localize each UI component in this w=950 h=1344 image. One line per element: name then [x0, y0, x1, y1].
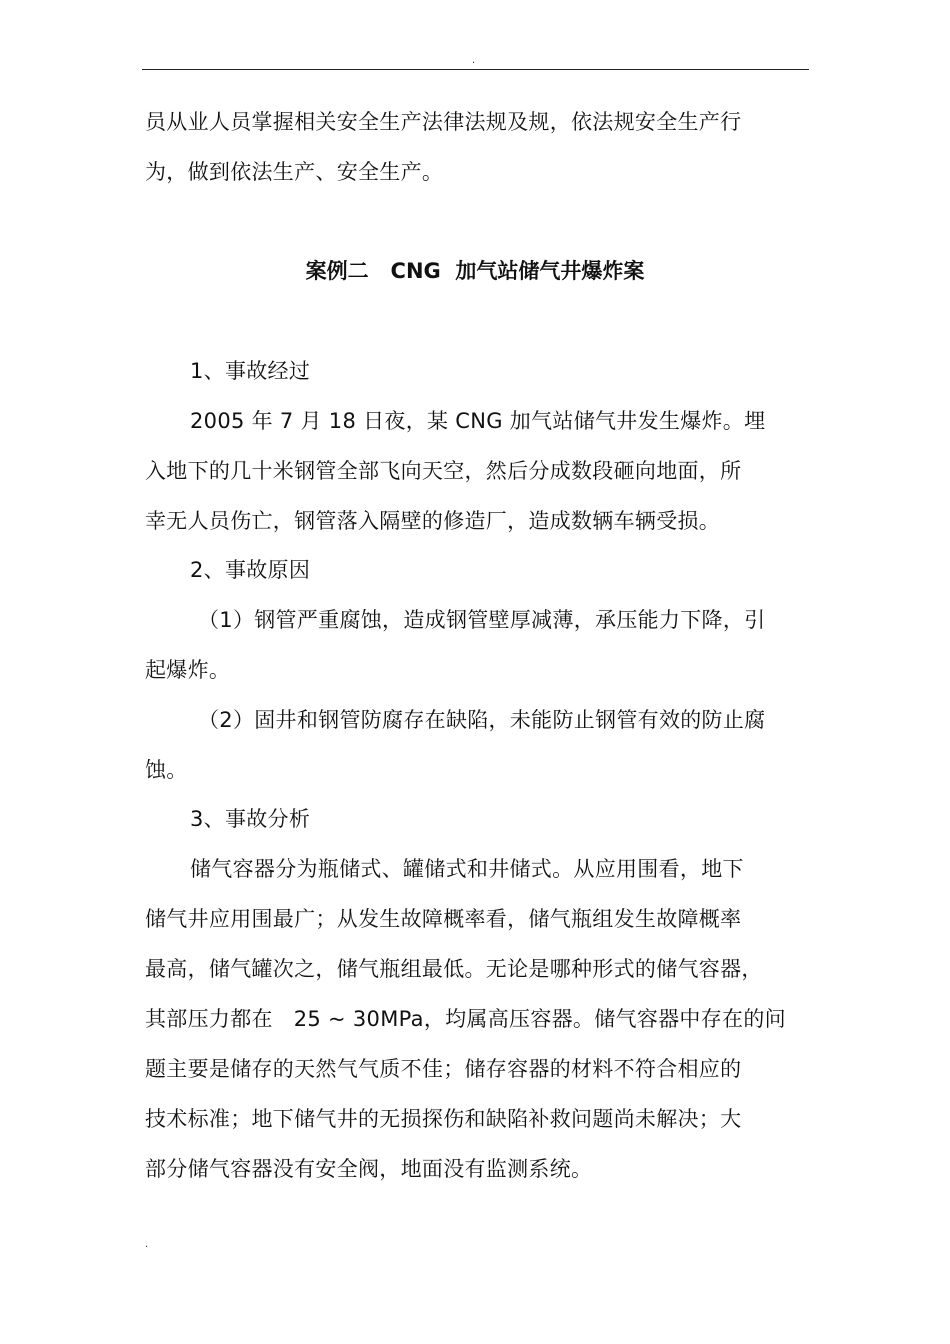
section-3-line-6: 技术标准；地下储气井的无损探伤和缺陷补救问题尚未解决；大 [145, 1107, 742, 1131]
section-3-title: 3、事故分析 [190, 807, 311, 831]
intro-line-2: 为，做到依法生产、安全生产。 [145, 160, 444, 184]
page-footer-dot: . [145, 1239, 149, 1250]
section-1-line-3: 幸无人员伤亡，钢管落入隔壁的修造厂，造成数辆车辆受损。 [145, 509, 721, 533]
page-header-dot: . [472, 55, 476, 66]
section-3-line-7: 部分储气容器没有安全阀，地面没有监测系统。 [145, 1157, 593, 1181]
section-2-item-2-line-1: （2）固井和钢管防腐存在缺陷，未能防止钢管有效的防止腐 [198, 708, 766, 732]
section-1-line-1: 2005 年 7 月 18 日夜，某 CNG 加气站储气井发生爆炸。埋 [190, 409, 766, 433]
section-2-item-1-line-2: 起爆炸。 [145, 658, 231, 682]
section-3-line-4: 其部压力都在 25 ~ 30MPa，均属高压容器。储气容器中存在的问 [145, 1007, 786, 1031]
section-1-line-2: 入地下的几十米钢管全部飞向天空，然后分成数段砸向地面，所 [145, 459, 742, 483]
section-3-line-2: 储气井应用围最广；从发生故障概率看，储气瓶组发生故障概率 [145, 907, 742, 931]
header-rule [142, 69, 809, 70]
section-3-line-5: 题主要是储存的天然气气质不佳；储存容器的材料不符合相应的 [145, 1057, 742, 1081]
section-1-title: 1、事故经过 [190, 359, 311, 383]
section-2-title: 2、事故原因 [190, 558, 311, 582]
section-2-item-2-line-2: 蚀。 [145, 758, 188, 782]
section-3-line-3: 最高，储气罐次之，储气瓶组最低。无论是哪种形式的储气容器， [145, 957, 763, 981]
section-3-line-1: 储气容器分为瓶储式、罐储式和井储式。从应用围看，地下 [190, 857, 744, 881]
section-2-item-1-line-1: （1）钢管严重腐蚀，造成钢管壁厚减薄，承压能力下降，引 [198, 608, 766, 632]
intro-line-1: 员从业人员掌握相关安全生产法律法规及规，依法规安全生产行 [145, 110, 742, 134]
case-heading: 案例二 CNG 加气站储气井爆炸案 [305, 259, 645, 283]
